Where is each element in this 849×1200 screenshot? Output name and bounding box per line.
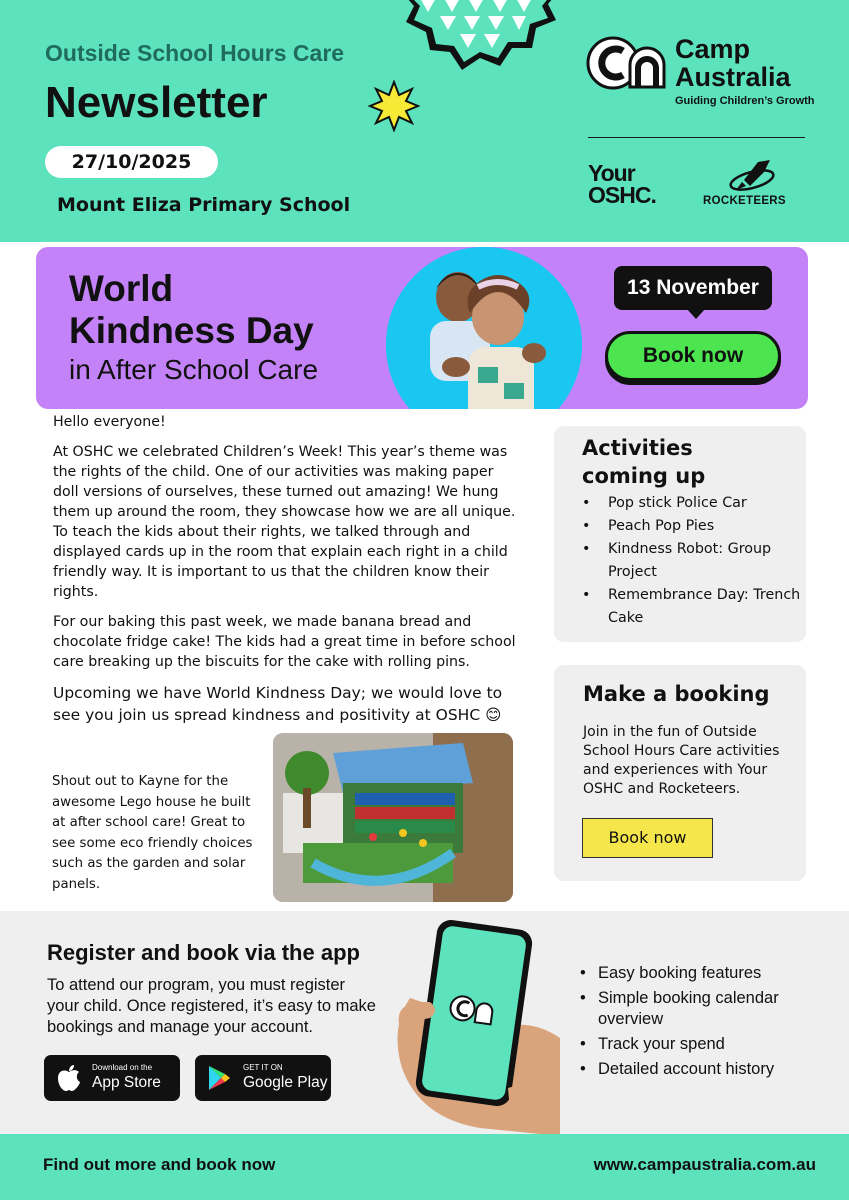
- app-store-small-text: Download on the: [92, 1063, 153, 1072]
- greeting: Hello everyone!: [53, 414, 166, 430]
- sun-burst-icon: [368, 80, 420, 132]
- booking-text: Join in the fun of Outside School Hours Care activities and experiences with Your OSHC and Rocketeers.: [583, 724, 780, 797]
- your-oshc-line1: Your: [588, 160, 635, 186]
- activities-title-line2: coming up: [582, 464, 706, 488]
- app-features-list: [580, 963, 830, 1084]
- app-feature-item: • Easy booking features: [580, 963, 830, 984]
- event-date-badge: 13 November: [614, 266, 772, 310]
- kindness-paragraph: Upcoming we have World Kindness Day; we would love to see you join us spread kindness and positivity at OSHC 😊: [53, 684, 503, 724]
- rocket-icon: [728, 158, 778, 194]
- activity-item: • Kindness Robot: Group Project: [582, 538, 802, 584]
- banner-line2: Kindness Day: [69, 310, 314, 351]
- booking-book-now-button[interactable]: Book now: [582, 818, 713, 858]
- app-store-button[interactable]: [44, 1055, 180, 1101]
- children-photo: [386, 247, 582, 409]
- baking-paragraph: For our baking this past week, we made banana bread and chocolate fridge cake! The kids had a great time in before school care breaking up the biscuits for the cake with rolling pins.: [53, 614, 516, 670]
- brand-name: [675, 35, 791, 91]
- date-badge-tail: [687, 309, 705, 319]
- banner-book-now-button[interactable]: Book now: [605, 331, 781, 381]
- banner-line1: World: [69, 268, 174, 309]
- phone-in-hand-illustration: [390, 918, 560, 1134]
- school-name: Mount Eliza Primary School: [57, 194, 351, 216]
- your-oshc-line2: OSHC.: [588, 182, 656, 208]
- banner-line3: in After School Care: [69, 354, 319, 385]
- newsletter-body: [53, 412, 523, 736]
- google-play-button[interactable]: [195, 1055, 331, 1101]
- brand-name-line1: Camp: [675, 34, 751, 64]
- activities-list: [582, 492, 802, 630]
- lego-house-illustration: [273, 733, 513, 902]
- childrens-week-paragraph: [53, 442, 523, 602]
- paragraph-2: To teach the kids about their rights, we talked through and displayed cards up in the room that explain each right in a child friendly way. It is important to us that the children know their rights.: [53, 524, 508, 600]
- newsletter-title: Newsletter: [45, 78, 268, 127]
- app-section-title: Register and book via the app: [47, 940, 360, 965]
- google-play-icon: [207, 1064, 231, 1092]
- paragraph-1: At OSHC we celebrated Children’s Week! This year’s theme was the rights of the child. One of our activities was making paper doll versions of ourselves, these turned out amazing! We hung them up around the room, they showcase how we are all unique.: [53, 444, 516, 520]
- activity-item: • Peach Pop Pies: [582, 515, 802, 538]
- your-oshc-logo: [588, 162, 656, 206]
- header-divider: [588, 137, 805, 138]
- triangle-burst-icon: [400, 0, 560, 80]
- rocketeers-logo: ROCKETEERS: [703, 195, 786, 207]
- lego-house-photo: [273, 733, 513, 902]
- app-feature-item: • Track your spend: [580, 1034, 830, 1055]
- children-illustration: [386, 247, 582, 409]
- app-store-label: App Store: [92, 1074, 161, 1091]
- date-badge: 27/10/2025: [45, 146, 218, 178]
- activities-title-line1: Activities: [582, 436, 693, 460]
- newsletter-subtitle: Outside School Hours Care: [45, 40, 345, 66]
- apple-icon: [56, 1064, 82, 1092]
- brand-tagline: Guiding Children’s Growth: [675, 95, 815, 107]
- activities-title: [582, 434, 705, 490]
- booking-card: [554, 665, 806, 881]
- google-play-label: Google Play: [243, 1074, 328, 1091]
- activities-card: [554, 426, 806, 642]
- footer-cta: Find out more and book now: [43, 1155, 276, 1174]
- brand-name-line2: Australia: [675, 62, 791, 92]
- footer-website-link[interactable]: www.campaustralia.com.au: [593, 1155, 816, 1174]
- header: [0, 0, 849, 242]
- camp-australia-logo-icon: [586, 35, 668, 91]
- kindness-day-banner: [36, 247, 808, 409]
- activity-item: • Remembrance Day: Trench Cake: [582, 584, 802, 630]
- booking-title: Make a booking: [583, 682, 770, 706]
- shout-out-text: Shout out to Kayne for the awesome Lego house he built at after school care! Great to see some eco friendly choices such as the garden and solar panels.: [52, 774, 253, 892]
- activity-item: • Pop stick Police Car: [582, 492, 802, 515]
- app-feature-item: • Detailed account history: [580, 1059, 830, 1080]
- google-play-small-text: GET IT ON: [243, 1063, 283, 1072]
- footer: [0, 1134, 849, 1200]
- app-feature-item: • Simple booking calendar overview: [580, 988, 830, 1030]
- app-section-text: To attend our program, you must register your child. Once registered, it’s easy to make bookings and manage your account.: [47, 976, 376, 1036]
